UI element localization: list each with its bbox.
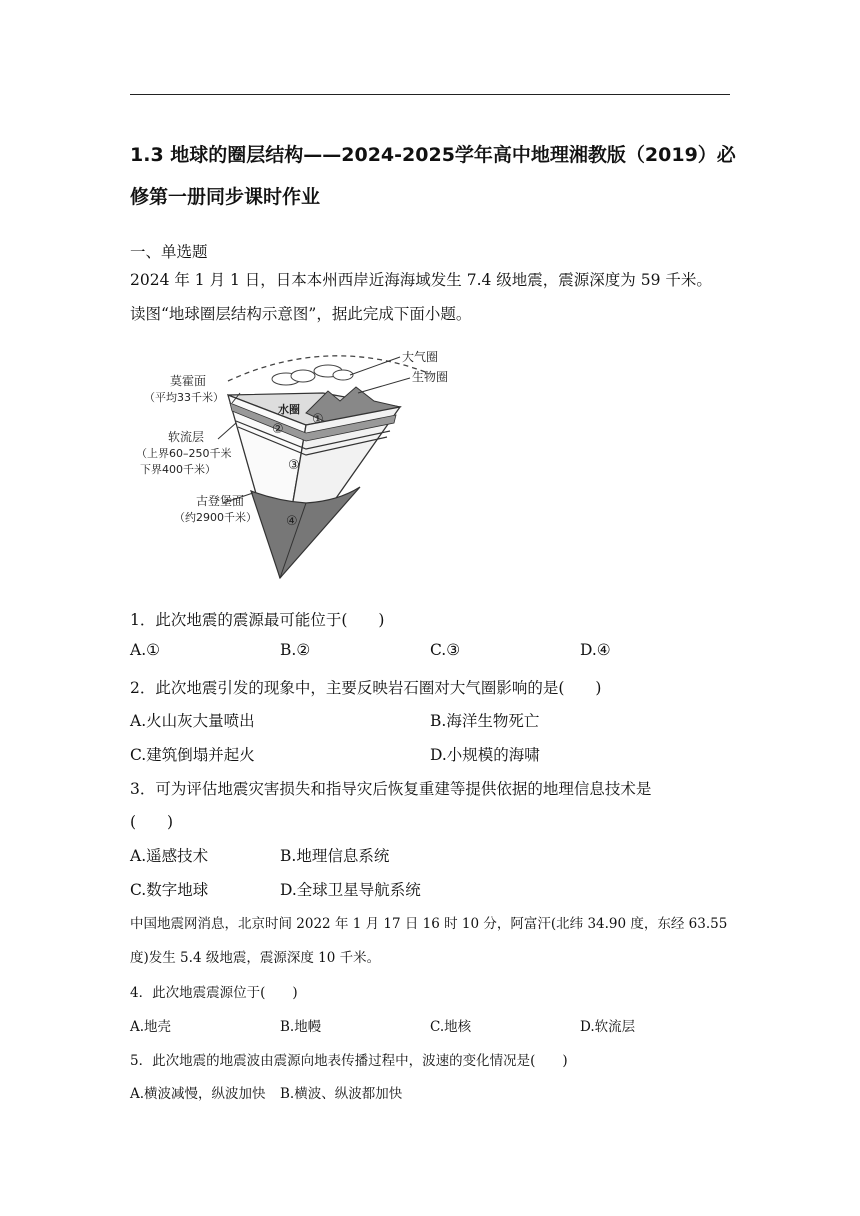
label-gutenberg-depth: （约2900千米） [174, 511, 257, 524]
q1-option-a[interactable]: A.① [130, 641, 161, 659]
q5-option-a[interactable]: A.横波减慢，纵波加快 [130, 1086, 266, 1102]
document-title-line1: 1.3 地球的圈层结构——2024-2025学年高中地理湘教版（2019）必 [130, 144, 736, 166]
q4-stem: 4．此次地震震源位于( ) [130, 985, 298, 1001]
material1-line2: 读图“地球圈层结构示意图”，据此完成下面小题。 [130, 305, 472, 323]
q2-option-d[interactable]: D.小规模的海啸 [430, 746, 540, 764]
q2-option-a[interactable]: A.火山灰大量喷出 [130, 712, 255, 730]
q4-option-b[interactable]: B.地幔 [280, 1019, 322, 1035]
q3-stem: 3．可为评估地震灾害损失和指导灾后恢复重建等提供依据的地理信息技术是 [130, 780, 652, 798]
marker-3: ③ [288, 458, 300, 473]
q1-option-d[interactable]: D.④ [580, 641, 611, 659]
label-moho-depth: （平均33千米） [144, 391, 224, 404]
marker-4: ④ [286, 514, 298, 529]
q5-stem: 5．此次地震的地震波由震源向地表传播过程中，波速的变化情况是( ) [130, 1053, 568, 1069]
q2-option-b[interactable]: B.海洋生物死亡 [430, 712, 540, 730]
label-asthenosphere: 软流层 [168, 430, 205, 444]
q1-stem: 1．此次地震的震源最可能位于( ) [130, 611, 385, 629]
q3-option-b[interactable]: B.地理信息系统 [280, 847, 390, 865]
q3-stem-bracket: ( ) [130, 813, 174, 831]
q1-option-c[interactable]: C.③ [430, 641, 461, 659]
q2-stem: 2．此次地震引发的现象中，主要反映岩石圈对大气圈影响的是( ) [130, 679, 602, 697]
marker-1: ① [312, 412, 324, 427]
q5-option-b[interactable]: B.横波、纵波都加快 [280, 1086, 403, 1102]
q1-option-b[interactable]: B.② [280, 641, 311, 659]
q4-option-c[interactable]: C.地核 [430, 1019, 472, 1035]
label-asth-lower: 下界400千米） [140, 463, 216, 476]
earth-layers-figure [128, 343, 508, 583]
label-hydrosphere: 水圈 [278, 403, 300, 416]
q3-option-a[interactable]: A.遥感技术 [130, 847, 209, 865]
marker-2: ② [272, 422, 284, 437]
q3-option-d[interactable]: D.全球卫星导航系统 [280, 881, 421, 899]
material2-line2: 度)发生 5.4 级地震，震源深度 10 千米。 [130, 950, 381, 966]
q4-option-a[interactable]: A.地壳 [130, 1019, 172, 1035]
document-title-line2: 修第一册同步课时作业 [130, 186, 321, 208]
cloud-icon [272, 365, 353, 385]
q3-option-c[interactable]: C.数字地球 [130, 881, 209, 899]
label-moho: 莫霍面 [170, 374, 207, 388]
label-gutenberg: 古登堡面 [196, 494, 245, 508]
q2-option-c[interactable]: C.建筑倒塌并起火 [130, 746, 255, 764]
material1-line1: 2024 年 1 月 1 日，日本本州西岸近海海域发生 7.4 级地震，震源深度为 59 千米。 [130, 271, 712, 289]
label-atmosphere: 大气圈 [402, 350, 439, 364]
label-asth-upper: （上界60–250千米 [136, 447, 232, 460]
label-biosphere: 生物圈 [412, 370, 449, 384]
header-rule [130, 94, 730, 95]
material2-line1: 中国地震网消息，北京时间 2022 年 1 月 17 日 16 时 10 分，阿富汗(北纬 34.90 度，东经 63.55 [130, 916, 728, 932]
section-heading: 一、单选题 [130, 243, 208, 261]
q4-option-d[interactable]: D.软流层 [580, 1019, 636, 1035]
